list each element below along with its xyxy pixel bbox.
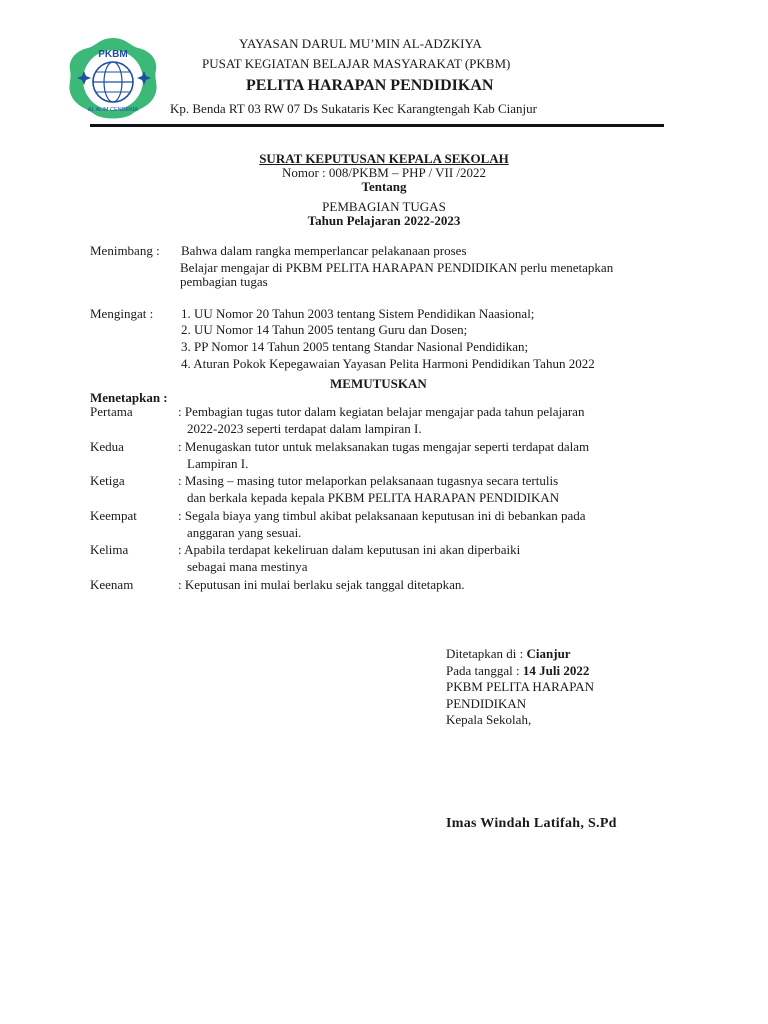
decree-subject: PEMBAGIAN TUGAS bbox=[322, 199, 446, 214]
date-label: Pada tanggal : bbox=[446, 663, 523, 678]
institution-address: Kp. Benda RT 03 RW 07 Ds Sukataris Kec Karangtengah Kab Cianjur bbox=[170, 101, 538, 116]
menimbang-line: pembagian tugas bbox=[180, 274, 268, 289]
menetapkan-item-text: 2022-2023 seperti terdapat dalam lampiran I. bbox=[187, 421, 422, 436]
menetapkan-item-label: Pertama bbox=[90, 404, 133, 419]
mengingat-item: 1. UU Nomor 20 Tahun 2003 tentang Sistem Pendidikan Naasional; bbox=[181, 306, 535, 321]
menetapkan-item-text: : Masing – masing tutor melaporkan pelaksanaan tugasnya secara tertulis bbox=[178, 473, 559, 488]
signature-org: PENDIDIKAN bbox=[446, 696, 527, 711]
menetapkan-item-label: Kedua bbox=[90, 439, 124, 454]
decree-number: Nomor : 008/PKBM – PHP / VII /2022 bbox=[281, 165, 487, 180]
menetapkan-item-label: Kelima bbox=[90, 542, 129, 557]
menetapkan-item-text: Lampiran I. bbox=[187, 456, 249, 471]
menimbang-line: Bahwa dalam rangka memperlancar pelakanaan proses bbox=[181, 243, 467, 258]
mengingat-item: 2. UU Nomor 14 Tahun 2005 tentang Guru dan Dosen; bbox=[181, 322, 468, 337]
menetapkan-item-text: anggaran yang sesuai. bbox=[187, 525, 302, 540]
menimbang-line: Belajar mengajar di PKBM PELITA HARAPAN PENDIDIKAN perlu menetapkan bbox=[180, 260, 614, 275]
menetapkan-item-text: : Pembagian tugas tutor dalam kegiatan belajar mengajar pada tahun pelajaran bbox=[178, 404, 585, 419]
menetapkan-item-text: : Menugaskan tutor untuk melaksanakan tugas mengajar seperti terdapat dalam bbox=[178, 439, 590, 454]
date-value: 14 Juli 2022 bbox=[522, 663, 590, 678]
mengingat-item: 3. PP Nomor 14 Tahun 2005 tentang Standar Nasional Pendidikan; bbox=[181, 339, 529, 354]
foundation-name: YAYASAN DARUL MU’MIN AL-ADZKIYA bbox=[239, 36, 482, 51]
menimbang-label: Menimbang : bbox=[90, 243, 160, 258]
logo-ring-text: AL ALIM CENDEKIA bbox=[87, 107, 139, 113]
signatory-name: Imas Windah Latifah, S.Pd bbox=[446, 816, 617, 831]
decree-heading: SURAT KEPUTUSAN KEPALA SEKOLAH bbox=[259, 151, 509, 166]
signature-role: Kepala Sekolah, bbox=[446, 712, 532, 727]
place-value: Cianjur bbox=[526, 646, 571, 661]
header-divider bbox=[90, 124, 664, 127]
decree-year: Tahun Pelajaran 2022-2023 bbox=[307, 213, 461, 228]
signature-org: PKBM PELITA HARAPAN bbox=[446, 679, 595, 694]
mengingat-item: 4. Aturan Pokok Kepegawaian Yayasan Pelita Harmoni Pendidikan Tahun 2022 bbox=[181, 356, 595, 371]
mengingat-label: Mengingat : bbox=[90, 306, 154, 321]
menetapkan-item-label: Ketiga bbox=[90, 473, 125, 488]
menetapkan-label: Menetapkan : bbox=[90, 390, 168, 405]
decree-tentang: Tentang bbox=[361, 179, 407, 194]
menetapkan-item-text: sebagai mana mestinya bbox=[187, 559, 308, 574]
institution-name: PELITA HARAPAN PENDIDIKAN bbox=[246, 77, 494, 94]
logo-text: PKBM bbox=[98, 49, 128, 60]
menetapkan-item-text: : Keputusan ini mulai berlaku sejak tanggal ditetapkan. bbox=[178, 577, 465, 592]
pkbm-logo bbox=[66, 36, 160, 120]
menetapkan-item-label: Keempat bbox=[90, 508, 137, 523]
date-row bbox=[446, 663, 589, 679]
memutuskan-heading: MEMUTUSKAN bbox=[330, 376, 427, 391]
place-row bbox=[446, 646, 571, 662]
menetapkan-item-text: dan berkala kepada kepala PKBM PELITA HARAPAN PENDIDIKAN bbox=[187, 490, 560, 505]
institution-type: PUSAT KEGIATAN BELAJAR MASYARAKAT (PKBM) bbox=[202, 56, 511, 71]
place-label: Ditetapkan di : bbox=[446, 646, 527, 661]
menetapkan-item-text: : Segala biaya yang timbul akibat pelaksanaan keputusan ini di bebankan pada bbox=[178, 508, 586, 523]
menetapkan-item-text: : Apabila terdapat kekeliruan dalam keputusan ini akan diperbaiki bbox=[178, 542, 521, 557]
menetapkan-item-label: Keenam bbox=[90, 577, 134, 592]
